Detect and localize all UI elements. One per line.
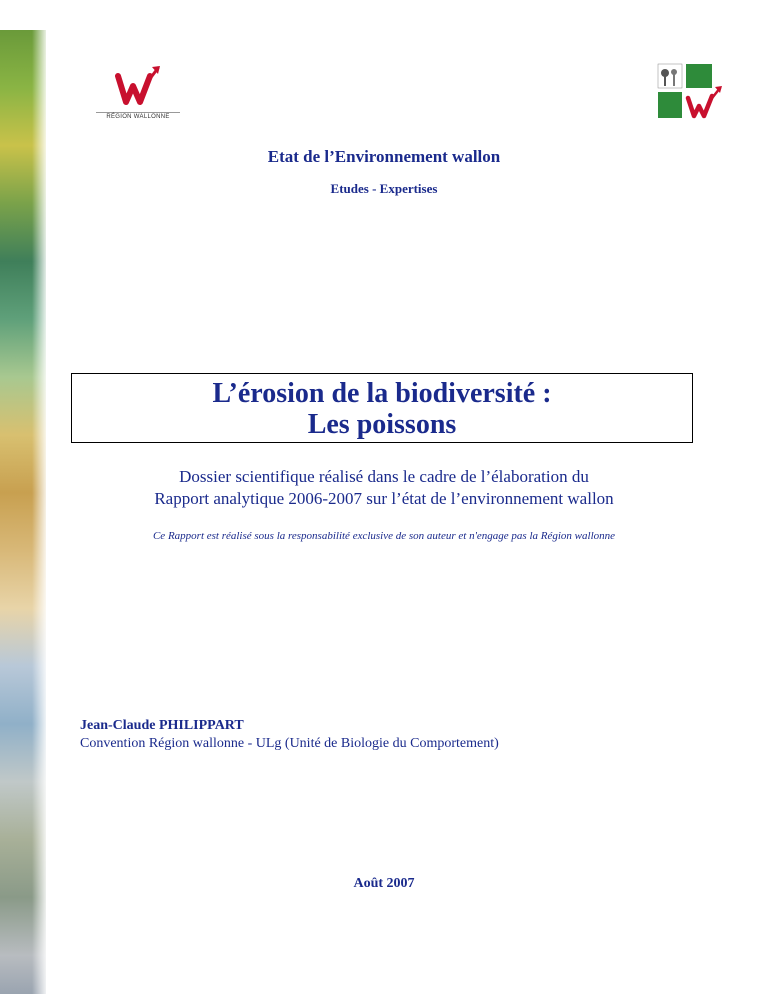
region-wallonne-logo (96, 62, 180, 124)
report-description-line2: Rapport analytique 2006-2007 sur l’état de l’environnement wallon (154, 489, 614, 508)
logo-caption: RÉGION WALLONNE (96, 112, 180, 120)
publication-series-title: Etat de l’Environnement wallon (267, 147, 501, 166)
report-title-line2: Les poissons (307, 409, 457, 440)
author-name: Jean-Claude PHILIPPART (80, 718, 244, 733)
disclaimer: Ce Rapport est réalisé sous la responsabilité exclusive de son auteur et n'engage pas la Région wallonne (152, 530, 616, 542)
publication-series-subtitle: Etudes - Expertises (330, 181, 438, 196)
decorative-sidebar-image (0, 30, 46, 994)
author-affiliation: Convention Région wallonne - ULg (Unité de Biologie du Comportement) (80, 736, 499, 751)
environment-logo (654, 62, 726, 124)
report-title-line1: L’érosion de la biodiversité : (212, 378, 552, 409)
region-wallonne-w-icon (96, 62, 180, 112)
report-title-box (71, 373, 693, 443)
report-description-line1: Dossier scientifique réalisé dans le cadre de l’élaboration du (179, 467, 589, 486)
environment-squares-icon (654, 62, 726, 124)
publication-date: Août 2007 (353, 876, 415, 891)
